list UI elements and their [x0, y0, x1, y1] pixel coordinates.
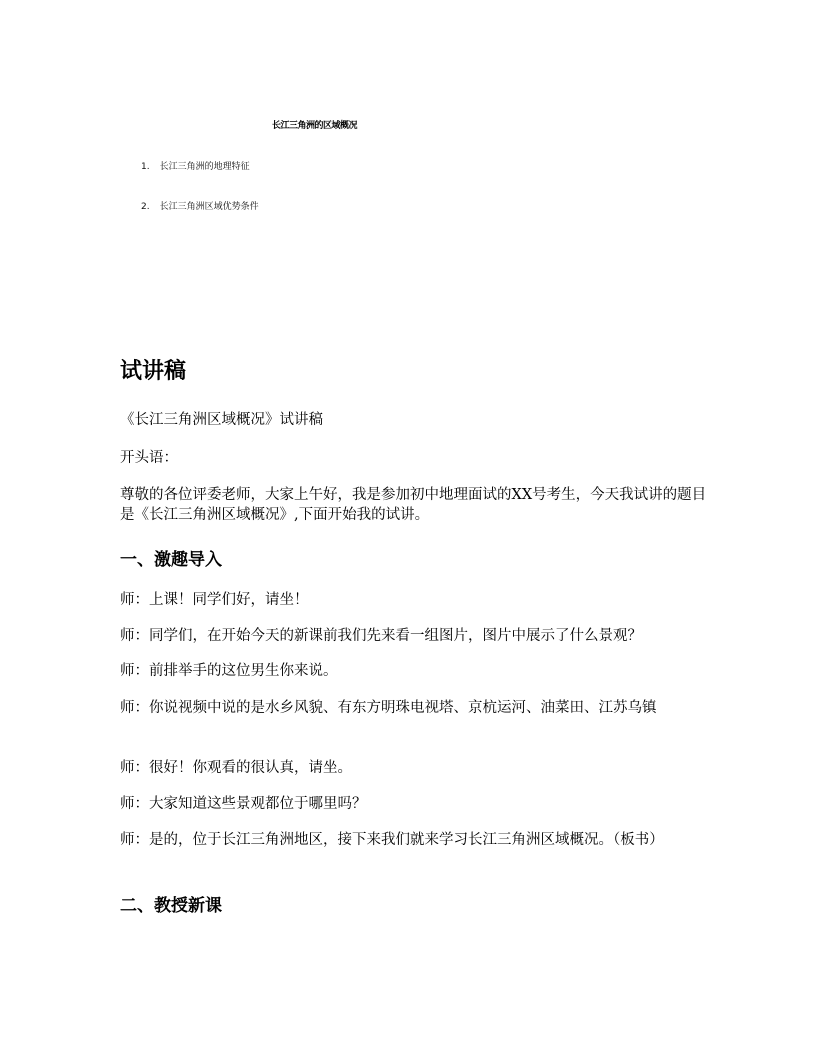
board-title: 长江三角洲的区域概况: [272, 121, 358, 131]
board-item-text: 长江三角洲区域优势条件: [159, 202, 259, 212]
board-item: [141, 159, 250, 172]
dialogue-line: 师：大家知道这些景观都位于哪里吗？: [120, 796, 367, 812]
dialogue-line: 师：同学们，在开始今天的新课前我们先来看一组图片，图片中展示了什么景观？: [120, 628, 642, 644]
board-item-number: 1.: [141, 162, 150, 172]
opening-paragraph: 尊敬的各位评委老师，大家上午好，我是参加初中地理面试的XX号考生，今天我试讲的题目是《长江三角洲区域概况》,下面开始我的试讲。: [120, 487, 707, 523]
document-heading: 试讲稿: [120, 359, 187, 384]
dialogue-line: 师：你说视频中说的是水乡风貌、有东方明珠电视塔、京杭运河、油菜田、江苏乌镇: [120, 700, 657, 716]
dialogue-line: 师：是的，位于长江三角洲地区，接下来我们就来学习长江三角洲区域概况。（板书）: [120, 832, 664, 848]
board-item-text: 长江三角洲的地理特征: [159, 162, 250, 172]
dialogue-line: 师：前排举手的这位男生你来说。: [120, 663, 338, 679]
board-item-number: 2.: [141, 202, 150, 212]
dialogue-line: 师：上课！同学们好，请坐！: [120, 592, 309, 608]
board-item: [141, 199, 259, 212]
section-heading-intro: 一、激趣导入: [120, 550, 222, 570]
section-heading-new-lesson: 二、教授新课: [120, 896, 222, 916]
dialogue-line: 师：很好！你观看的很认真，请坐。: [120, 760, 352, 776]
opening-label: 开头语：: [120, 450, 178, 466]
doc-subtitle: 《长江三角洲区域概况》试讲稿: [120, 412, 323, 428]
